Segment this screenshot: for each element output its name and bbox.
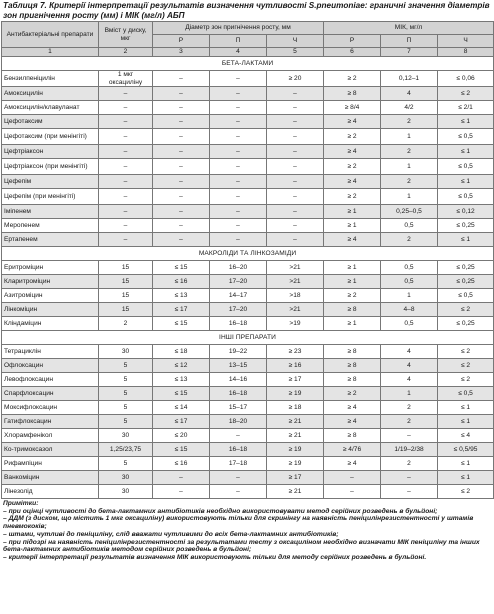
disk-content-cell: 15 <box>99 261 153 275</box>
drug-name-cell: Левофлоксацин <box>2 373 99 387</box>
col-number: 5 <box>267 48 324 57</box>
zone-p-cell: – <box>210 175 267 189</box>
mic-r-cell: ≥ 2 <box>324 129 381 145</box>
header-mic-s: Ч <box>438 35 494 48</box>
table-row <box>2 387 494 401</box>
table-row <box>2 275 494 289</box>
mic-p-cell: – <box>381 471 438 485</box>
mic-r-cell: ≥ 8 <box>324 87 381 101</box>
mic-r-cell: ≥ 4 <box>324 415 381 429</box>
zone-p-cell: 18–20 <box>210 415 267 429</box>
mic-r-cell: ≥ 8 <box>324 303 381 317</box>
note-item: – ДДМ (з диском, що містить 1 мкг оксациліну) використовують тільки для скринінгу на наявність пеніцилінрезистентності у штамів пневмококів; <box>3 515 474 531</box>
drug-name-cell: Кларитроміцин <box>2 275 99 289</box>
drug-name-cell: Кліндаміцин <box>2 317 99 331</box>
zone-s-cell: ≥ 17 <box>267 471 324 485</box>
zone-p-cell: 17–20 <box>210 303 267 317</box>
zone-p-cell: – <box>210 429 267 443</box>
zone-r-cell: ≤ 12 <box>153 359 210 373</box>
disk-content-cell: 30 <box>99 471 153 485</box>
zone-p-cell: 16–18 <box>210 317 267 331</box>
disk-content-cell: – <box>99 159 153 175</box>
zone-s-cell: >21 <box>267 303 324 317</box>
drug-name-cell: Ертапенем <box>2 233 99 247</box>
mic-r-cell: ≥ 4 <box>324 457 381 471</box>
zone-p-cell: 16–18 <box>210 387 267 401</box>
mic-p-cell: 0,5 <box>381 261 438 275</box>
mic-s-cell: ≤ 0,25 <box>438 261 494 275</box>
zone-p-cell: 14–16 <box>210 373 267 387</box>
drug-name-cell: Лінкоміцин <box>2 303 99 317</box>
header-mic-p: П <box>381 35 438 48</box>
table-row <box>2 219 494 233</box>
mic-s-cell: ≤ 0,25 <box>438 275 494 289</box>
zone-r-cell: – <box>153 233 210 247</box>
zone-s-cell: – <box>267 87 324 101</box>
disk-content-cell: 15 <box>99 303 153 317</box>
zone-r-cell: ≤ 15 <box>153 317 210 331</box>
table-row <box>2 159 494 175</box>
note-item: – при підозрі на наявність пеніцилінрезистентності за результатами тесту з оксациліном необхідно визначати МІК пеніциліну та інших бета-лактамних антибіотиків методом серійних розведень в бульйоні; <box>3 538 480 554</box>
section-title: БЕТА-ЛАКТАМИ <box>2 57 494 71</box>
zone-r-cell: ≤ 18 <box>153 345 210 359</box>
table-row <box>2 345 494 359</box>
disk-content-cell: 30 <box>99 345 153 359</box>
disk-content-cell: 5 <box>99 401 153 415</box>
mic-s-cell: ≤ 1 <box>438 471 494 485</box>
zone-p-cell: – <box>210 101 267 115</box>
mic-s-cell: ≤ 0,5/95 <box>438 443 494 457</box>
mic-p-cell: 2 <box>381 233 438 247</box>
drug-name-cell: Лінезолід <box>2 485 99 499</box>
zone-s-cell: – <box>267 101 324 115</box>
zone-r-cell: ≤ 13 <box>153 289 210 303</box>
mic-p-cell: 0,5 <box>381 275 438 289</box>
table-row <box>2 129 494 145</box>
zone-r-cell: ≤ 16 <box>153 275 210 289</box>
disk-content-cell: – <box>99 87 153 101</box>
mic-p-cell: 4 <box>381 373 438 387</box>
zone-r-cell: ≤ 20 <box>153 429 210 443</box>
drug-name-cell: Еритроміцин <box>2 261 99 275</box>
mic-s-cell: ≤ 2/1 <box>438 101 494 115</box>
zone-p-cell: – <box>210 233 267 247</box>
mic-p-cell: 2 <box>381 457 438 471</box>
section-row <box>2 247 494 261</box>
mic-s-cell: ≤ 0,5 <box>438 289 494 303</box>
drug-name-cell: Цефотаксим <box>2 115 99 129</box>
mic-r-cell: ≥ 4 <box>324 401 381 415</box>
mic-s-cell: ≤ 2 <box>438 345 494 359</box>
table-row <box>2 115 494 129</box>
mic-r-cell: ≥ 8 <box>324 345 381 359</box>
zone-r-cell: – <box>153 145 210 159</box>
zone-s-cell: >18 <box>267 289 324 303</box>
drug-name-cell: Цефтріаксон (при менінгіті) <box>2 159 99 175</box>
drug-name-cell: Спарфлоксацин <box>2 387 99 401</box>
mic-p-cell: 0,25–0,5 <box>381 205 438 219</box>
table-row <box>2 205 494 219</box>
col-number: 8 <box>438 48 494 57</box>
disk-content-cell: 5 <box>99 373 153 387</box>
drug-name-cell: Цефепім <box>2 175 99 189</box>
disk-content-cell: 1 мкг оксациліну <box>99 71 153 87</box>
section-title: ІНШІ ПРЕПАРАТИ <box>2 331 494 345</box>
mic-r-cell: ≥ 4 <box>324 115 381 129</box>
header-drug: Антибактеріальні препарати <box>2 22 99 48</box>
disk-content-cell: – <box>99 101 153 115</box>
disk-content-cell: 15 <box>99 289 153 303</box>
mic-s-cell: ≤ 0,12 <box>438 205 494 219</box>
disk-content-cell: – <box>99 129 153 145</box>
zone-s-cell: ≥ 19 <box>267 457 324 471</box>
header-zone-s: Ч <box>267 35 324 48</box>
zone-p-cell: – <box>210 129 267 145</box>
table-row <box>2 429 494 443</box>
mic-r-cell: ≥ 4 <box>324 175 381 189</box>
table-row <box>2 101 494 115</box>
disk-content-cell: 5 <box>99 359 153 373</box>
mic-r-cell: ≥ 8 <box>324 359 381 373</box>
mic-r-cell: – <box>324 485 381 499</box>
col-number: 6 <box>324 48 381 57</box>
zone-r-cell: ≤ 17 <box>153 415 210 429</box>
mic-p-cell: 4 <box>381 87 438 101</box>
disk-content-cell: 5 <box>99 415 153 429</box>
table-row <box>2 359 494 373</box>
mic-r-cell: ≥ 2 <box>324 71 381 87</box>
zone-p-cell: – <box>210 71 267 87</box>
zone-s-cell: – <box>267 219 324 233</box>
drug-name-cell: Цефотаксим (при менінгіті) <box>2 129 99 145</box>
table-row <box>2 87 494 101</box>
zone-s-cell: ≥ 19 <box>267 443 324 457</box>
mic-s-cell: ≤ 0,25 <box>438 219 494 233</box>
note-item: – при оцінці чутливості до бета-лактамних антибіотиків необхідно використовувати метод серійних розведень в бульйоні; <box>3 507 438 515</box>
zone-p-cell: – <box>210 159 267 175</box>
zone-p-cell: – <box>210 485 267 499</box>
zone-r-cell: ≤ 17 <box>153 303 210 317</box>
table-row <box>2 233 494 247</box>
header-disk-content: Вміст у диску, мкг <box>99 22 153 48</box>
table-row <box>2 457 494 471</box>
mic-s-cell: ≤ 0,5 <box>438 189 494 205</box>
zone-p-cell: 13–15 <box>210 359 267 373</box>
mic-r-cell: ≥ 1 <box>324 317 381 331</box>
mic-r-cell: ≥ 1 <box>324 261 381 275</box>
mic-s-cell: ≤ 0,06 <box>438 71 494 87</box>
mic-p-cell: 0,12–1 <box>381 71 438 87</box>
mic-p-cell: 2 <box>381 401 438 415</box>
zone-p-cell: 17–18 <box>210 457 267 471</box>
zone-r-cell: ≤ 15 <box>153 443 210 457</box>
mic-r-cell: ≥ 1 <box>324 205 381 219</box>
header-zone-diameter: Діаметр зон пригнічення росту, мм <box>153 22 324 35</box>
drug-name-cell: Бензилпеніцилін <box>2 71 99 87</box>
zone-r-cell: ≤ 15 <box>153 261 210 275</box>
drug-name-cell: Гатифлоксацин <box>2 415 99 429</box>
zone-s-cell: – <box>267 145 324 159</box>
disk-content-cell: 5 <box>99 387 153 401</box>
zone-p-cell: – <box>210 189 267 205</box>
table-row <box>2 289 494 303</box>
mic-s-cell: ≤ 2 <box>438 303 494 317</box>
zone-r-cell: ≤ 13 <box>153 373 210 387</box>
mic-p-cell: 1 <box>381 189 438 205</box>
mic-r-cell: ≥ 4 <box>324 145 381 159</box>
mic-s-cell: ≤ 2 <box>438 373 494 387</box>
header-mic: МІК, мг/л <box>324 22 494 35</box>
zone-r-cell: – <box>153 71 210 87</box>
mic-p-cell: 1 <box>381 159 438 175</box>
table-row <box>2 175 494 189</box>
mic-p-cell: 4–8 <box>381 303 438 317</box>
zone-p-cell: – <box>210 145 267 159</box>
mic-p-cell: – <box>381 485 438 499</box>
drug-name-cell: Амоксицилін <box>2 87 99 101</box>
mic-r-cell: ≥ 1 <box>324 219 381 233</box>
mic-p-cell: 4/2 <box>381 101 438 115</box>
mic-s-cell: ≤ 1 <box>438 175 494 189</box>
mic-s-cell: ≤ 2 <box>438 359 494 373</box>
zone-s-cell: – <box>267 175 324 189</box>
mic-p-cell: 1 <box>381 289 438 303</box>
note-item: – критерії інтерпретації результатів визначення МІК використовують тільки для методу серійних розведень в бульйоні. <box>3 553 427 561</box>
disk-content-cell: – <box>99 115 153 129</box>
zone-s-cell: – <box>267 129 324 145</box>
zone-r-cell: – <box>153 101 210 115</box>
zone-r-cell: – <box>153 219 210 233</box>
zone-p-cell: – <box>210 115 267 129</box>
zone-s-cell: ≥ 16 <box>267 359 324 373</box>
table-caption: Таблиця 7. Критерії інтерпретації результатів визначення чутливості S.pneumoniae: граничні значення діаметрів зон пригнічення росту (мм) і МІК (мг/л) АБП <box>3 1 490 20</box>
mic-s-cell: ≤ 2 <box>438 485 494 499</box>
disk-content-cell: – <box>99 175 153 189</box>
table-row <box>2 471 494 485</box>
drug-name-cell: Азитроміцин <box>2 289 99 303</box>
zone-s-cell: – <box>267 233 324 247</box>
zone-s-cell: ≥ 18 <box>267 401 324 415</box>
mic-p-cell: 2 <box>381 145 438 159</box>
header-mic-r: Р <box>324 35 381 48</box>
mic-p-cell: 1/19–2/38 <box>381 443 438 457</box>
section-row <box>2 331 494 345</box>
zone-p-cell: 14–17 <box>210 289 267 303</box>
drug-name-cell: Тетрациклін <box>2 345 99 359</box>
zone-s-cell: ≥ 23 <box>267 345 324 359</box>
zone-s-cell: – <box>267 205 324 219</box>
table-row <box>2 373 494 387</box>
zone-p-cell: – <box>210 87 267 101</box>
zone-r-cell: – <box>153 485 210 499</box>
mic-p-cell: 2 <box>381 415 438 429</box>
mic-p-cell: 1 <box>381 387 438 401</box>
disk-content-cell: – <box>99 189 153 205</box>
mic-s-cell: ≤ 0,25 <box>438 317 494 331</box>
criteria-table <box>1 21 494 499</box>
drug-name-cell: Ванкоміцин <box>2 471 99 485</box>
table-row <box>2 261 494 275</box>
mic-s-cell: ≤ 1 <box>438 457 494 471</box>
zone-s-cell: – <box>267 159 324 175</box>
zone-p-cell: 16–20 <box>210 261 267 275</box>
mic-r-cell: ≥ 2 <box>324 159 381 175</box>
mic-s-cell: ≤ 0,5 <box>438 387 494 401</box>
mic-s-cell: ≤ 1 <box>438 115 494 129</box>
table-row <box>2 401 494 415</box>
header-zone-p: П <box>210 35 267 48</box>
zone-r-cell: – <box>153 471 210 485</box>
mic-r-cell: ≥ 8/4 <box>324 101 381 115</box>
drug-name-cell: Офлоксацин <box>2 359 99 373</box>
zone-p-cell: 16–18 <box>210 443 267 457</box>
disk-content-cell: – <box>99 233 153 247</box>
table-row <box>2 189 494 205</box>
drug-name-cell: Ко-тримоксазол <box>2 443 99 457</box>
mic-s-cell: ≤ 1 <box>438 415 494 429</box>
disk-content-cell: – <box>99 145 153 159</box>
mic-p-cell: 1 <box>381 129 438 145</box>
mic-r-cell: ≥ 8 <box>324 429 381 443</box>
zone-r-cell: – <box>153 129 210 145</box>
mic-p-cell: – <box>381 429 438 443</box>
zone-r-cell: ≤ 14 <box>153 401 210 415</box>
zone-s-cell: ≥ 17 <box>267 373 324 387</box>
table-row <box>2 71 494 87</box>
zone-p-cell: – <box>210 471 267 485</box>
drug-name-cell: Моксифлоксацин <box>2 401 99 415</box>
drug-name-cell: Хлорамфенікол <box>2 429 99 443</box>
zone-s-cell: ≥ 19 <box>267 387 324 401</box>
table-row <box>2 485 494 499</box>
mic-r-cell: – <box>324 471 381 485</box>
mic-s-cell: ≤ 4 <box>438 429 494 443</box>
disk-content-cell: 2 <box>99 317 153 331</box>
zone-s-cell: – <box>267 115 324 129</box>
mic-p-cell: 0,5 <box>381 219 438 233</box>
zone-p-cell: 17–20 <box>210 275 267 289</box>
col-number: 2 <box>99 48 153 57</box>
disk-content-cell: 30 <box>99 429 153 443</box>
drug-name-cell: Амоксицилін/клавуланат <box>2 101 99 115</box>
zone-r-cell: – <box>153 115 210 129</box>
zone-p-cell: – <box>210 205 267 219</box>
zone-s-cell: ≥ 20 <box>267 71 324 87</box>
mic-s-cell: ≤ 1 <box>438 401 494 415</box>
note-item: – штами, чутливі до пеніциліну, слід вважати чутливими до всіх бета-лактамних антибіотиків; <box>3 530 339 538</box>
disk-content-cell: 1,25/23,75 <box>99 443 153 457</box>
drug-name-cell: Цефепім (при менінгіті) <box>2 189 99 205</box>
mic-s-cell: ≤ 0,5 <box>438 129 494 145</box>
mic-p-cell: 2 <box>381 175 438 189</box>
mic-r-cell: ≥ 2 <box>324 189 381 205</box>
table-body <box>2 57 494 499</box>
zone-s-cell: ≥ 21 <box>267 415 324 429</box>
col-number: 7 <box>381 48 438 57</box>
mic-p-cell: 0,5 <box>381 317 438 331</box>
zone-r-cell: – <box>153 87 210 101</box>
zone-s-cell: ≥ 21 <box>267 485 324 499</box>
zone-s-cell: – <box>267 189 324 205</box>
mic-s-cell: ≤ 1 <box>438 233 494 247</box>
disk-content-cell: 15 <box>99 275 153 289</box>
table-row <box>2 415 494 429</box>
disk-content-cell: – <box>99 219 153 233</box>
zone-r-cell: – <box>153 189 210 205</box>
mic-s-cell: ≤ 1 <box>438 145 494 159</box>
zone-p-cell: 15–17 <box>210 401 267 415</box>
mic-r-cell: ≥ 2 <box>324 289 381 303</box>
zone-s-cell: >19 <box>267 317 324 331</box>
header-zone-r: Р <box>153 35 210 48</box>
notes-block <box>0 499 494 562</box>
mic-r-cell: ≥ 2 <box>324 387 381 401</box>
mic-p-cell: 2 <box>381 115 438 129</box>
zone-r-cell: – <box>153 205 210 219</box>
mic-s-cell: ≤ 0,5 <box>438 159 494 175</box>
col-number: 3 <box>153 48 210 57</box>
drug-name-cell: Меропенем <box>2 219 99 233</box>
table-row <box>2 317 494 331</box>
disk-content-cell: 30 <box>99 485 153 499</box>
zone-r-cell: ≤ 16 <box>153 457 210 471</box>
table-row <box>2 145 494 159</box>
zone-r-cell: ≤ 15 <box>153 387 210 401</box>
section-title: МАКРОЛІДИ ТА ЛІНКОЗАМІДИ <box>2 247 494 261</box>
zone-s-cell: ≥ 21 <box>267 429 324 443</box>
zone-s-cell: >21 <box>267 261 324 275</box>
table-header <box>2 22 494 57</box>
zone-r-cell: – <box>153 175 210 189</box>
mic-p-cell: 4 <box>381 359 438 373</box>
disk-content-cell: – <box>99 205 153 219</box>
col-number: 4 <box>210 48 267 57</box>
table-row <box>2 303 494 317</box>
drug-name-cell: Цефтріаксон <box>2 145 99 159</box>
notes-title: Примітки: <box>3 500 39 507</box>
mic-s-cell: ≤ 2 <box>438 87 494 101</box>
zone-p-cell: – <box>210 219 267 233</box>
mic-r-cell: ≥ 4 <box>324 233 381 247</box>
col-number: 1 <box>2 48 99 57</box>
zone-p-cell: 19–22 <box>210 345 267 359</box>
table-row <box>2 443 494 457</box>
mic-r-cell: ≥ 8 <box>324 373 381 387</box>
mic-r-cell: ≥ 4/76 <box>324 443 381 457</box>
mic-p-cell: 4 <box>381 345 438 359</box>
zone-r-cell: – <box>153 159 210 175</box>
section-row <box>2 57 494 71</box>
drug-name-cell: Рифампіцин <box>2 457 99 471</box>
zone-s-cell: >21 <box>267 275 324 289</box>
drug-name-cell: Іміпенем <box>2 205 99 219</box>
mic-r-cell: ≥ 1 <box>324 275 381 289</box>
disk-content-cell: 5 <box>99 457 153 471</box>
